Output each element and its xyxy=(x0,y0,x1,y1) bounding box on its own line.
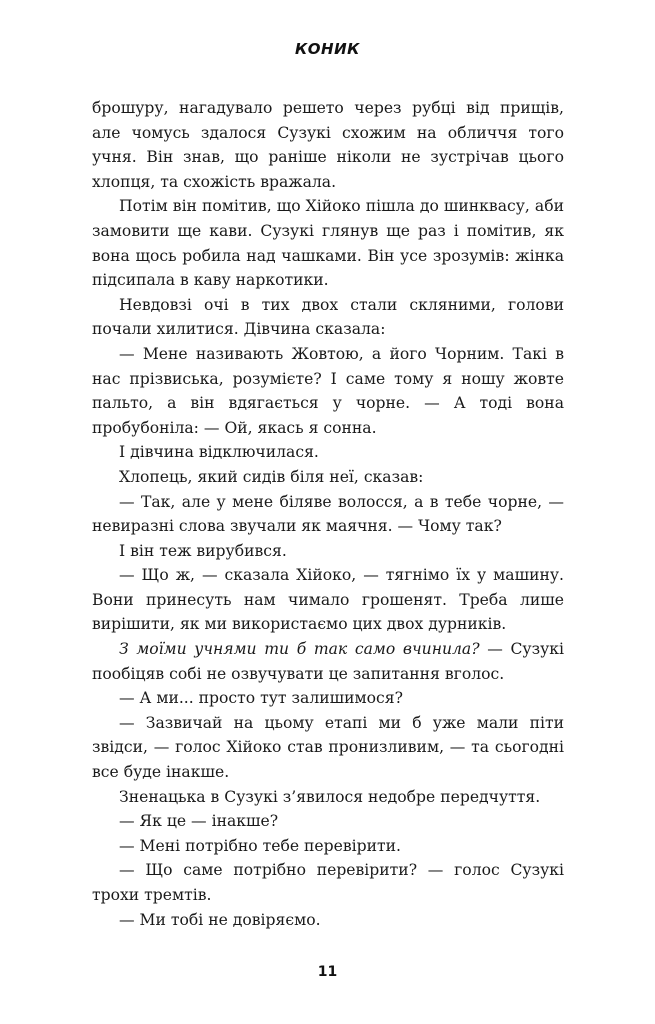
paragraph: Потім він помітив, що Хійоко пішла до шинквасу, аби замовити ще кави. Сузукі глянув ще раз і помітив, як вона щось робила над чашками. Він усе зрозумів: жінка підсипала в каву наркотики. xyxy=(92,197,564,290)
paragraph: — А ми... просто тут залишимося? xyxy=(119,689,403,708)
paragraph: — Що саме потрібно перевірити? — голос Сузукі трохи тремтів. xyxy=(92,861,564,904)
page-number: 11 xyxy=(317,964,338,980)
paragraph: — Так, але у мене біляве волосся, а в тебе чорне, — невиразні слова звучали як маячня. — Чому так? xyxy=(92,492,564,536)
paragraph: — Мене називають Жовтою, а його Чорним. Такі в нас прізвиська, розумієте? І саме тому я ношу жовте пальто, а він вдягається у чорне. — А тоді вона пробубоніла: — Ой, якась я сонна. xyxy=(92,344,564,437)
paragraph: — Зазвичай на цьому етапі ми б уже мали піти звідси, — голос Хійоко став пронизливим, — та сьогодні все буде інакше. xyxy=(92,713,564,782)
paragraph: — Як це — інакше? xyxy=(119,812,279,831)
paragraph-italic-thought xyxy=(92,637,564,686)
paragraph: — Що ж, — сказала Хійоко, — тягнімо їх у машину. Вони принесуть нам чимало грошенят. Треба лише вирішити, як ми використаємо цих двох дурників. xyxy=(92,566,564,634)
paragraph: І він теж вирубився. xyxy=(119,541,287,560)
paragraph: — Ми тобі не довіряємо. xyxy=(119,910,321,929)
page-body xyxy=(92,96,564,932)
paragraph: І дівчина відключилася. xyxy=(119,443,319,462)
running-title: КОНИК xyxy=(295,40,360,58)
paragraph: Зненацька в Сузукі з’явилося недобре передчуття. xyxy=(119,787,541,806)
italic-thought: З моїми учнями ти б так само вчинила? xyxy=(119,640,480,659)
paragraph: Хлопець, який сидів біля неї, сказав: xyxy=(119,467,424,486)
thought-continuation: — Сузукі пообіцяв собі не озвучувати це запитання вголос. xyxy=(92,640,564,683)
paragraph: брошуру, нагадувало решето через рубці від прищів, але чомусь здалося Сузукі схожим на обличчя того учня. Він знав, що раніше ніколи не зустрічав цього хлопця, та схожість вражала. xyxy=(92,99,564,191)
paragraph: — Мені потрібно тебе перевірити. xyxy=(119,836,401,855)
paragraph: Невдовзі очі в тих двох стали скляними, голови почали хилитися. Дівчина сказала: xyxy=(92,295,564,339)
